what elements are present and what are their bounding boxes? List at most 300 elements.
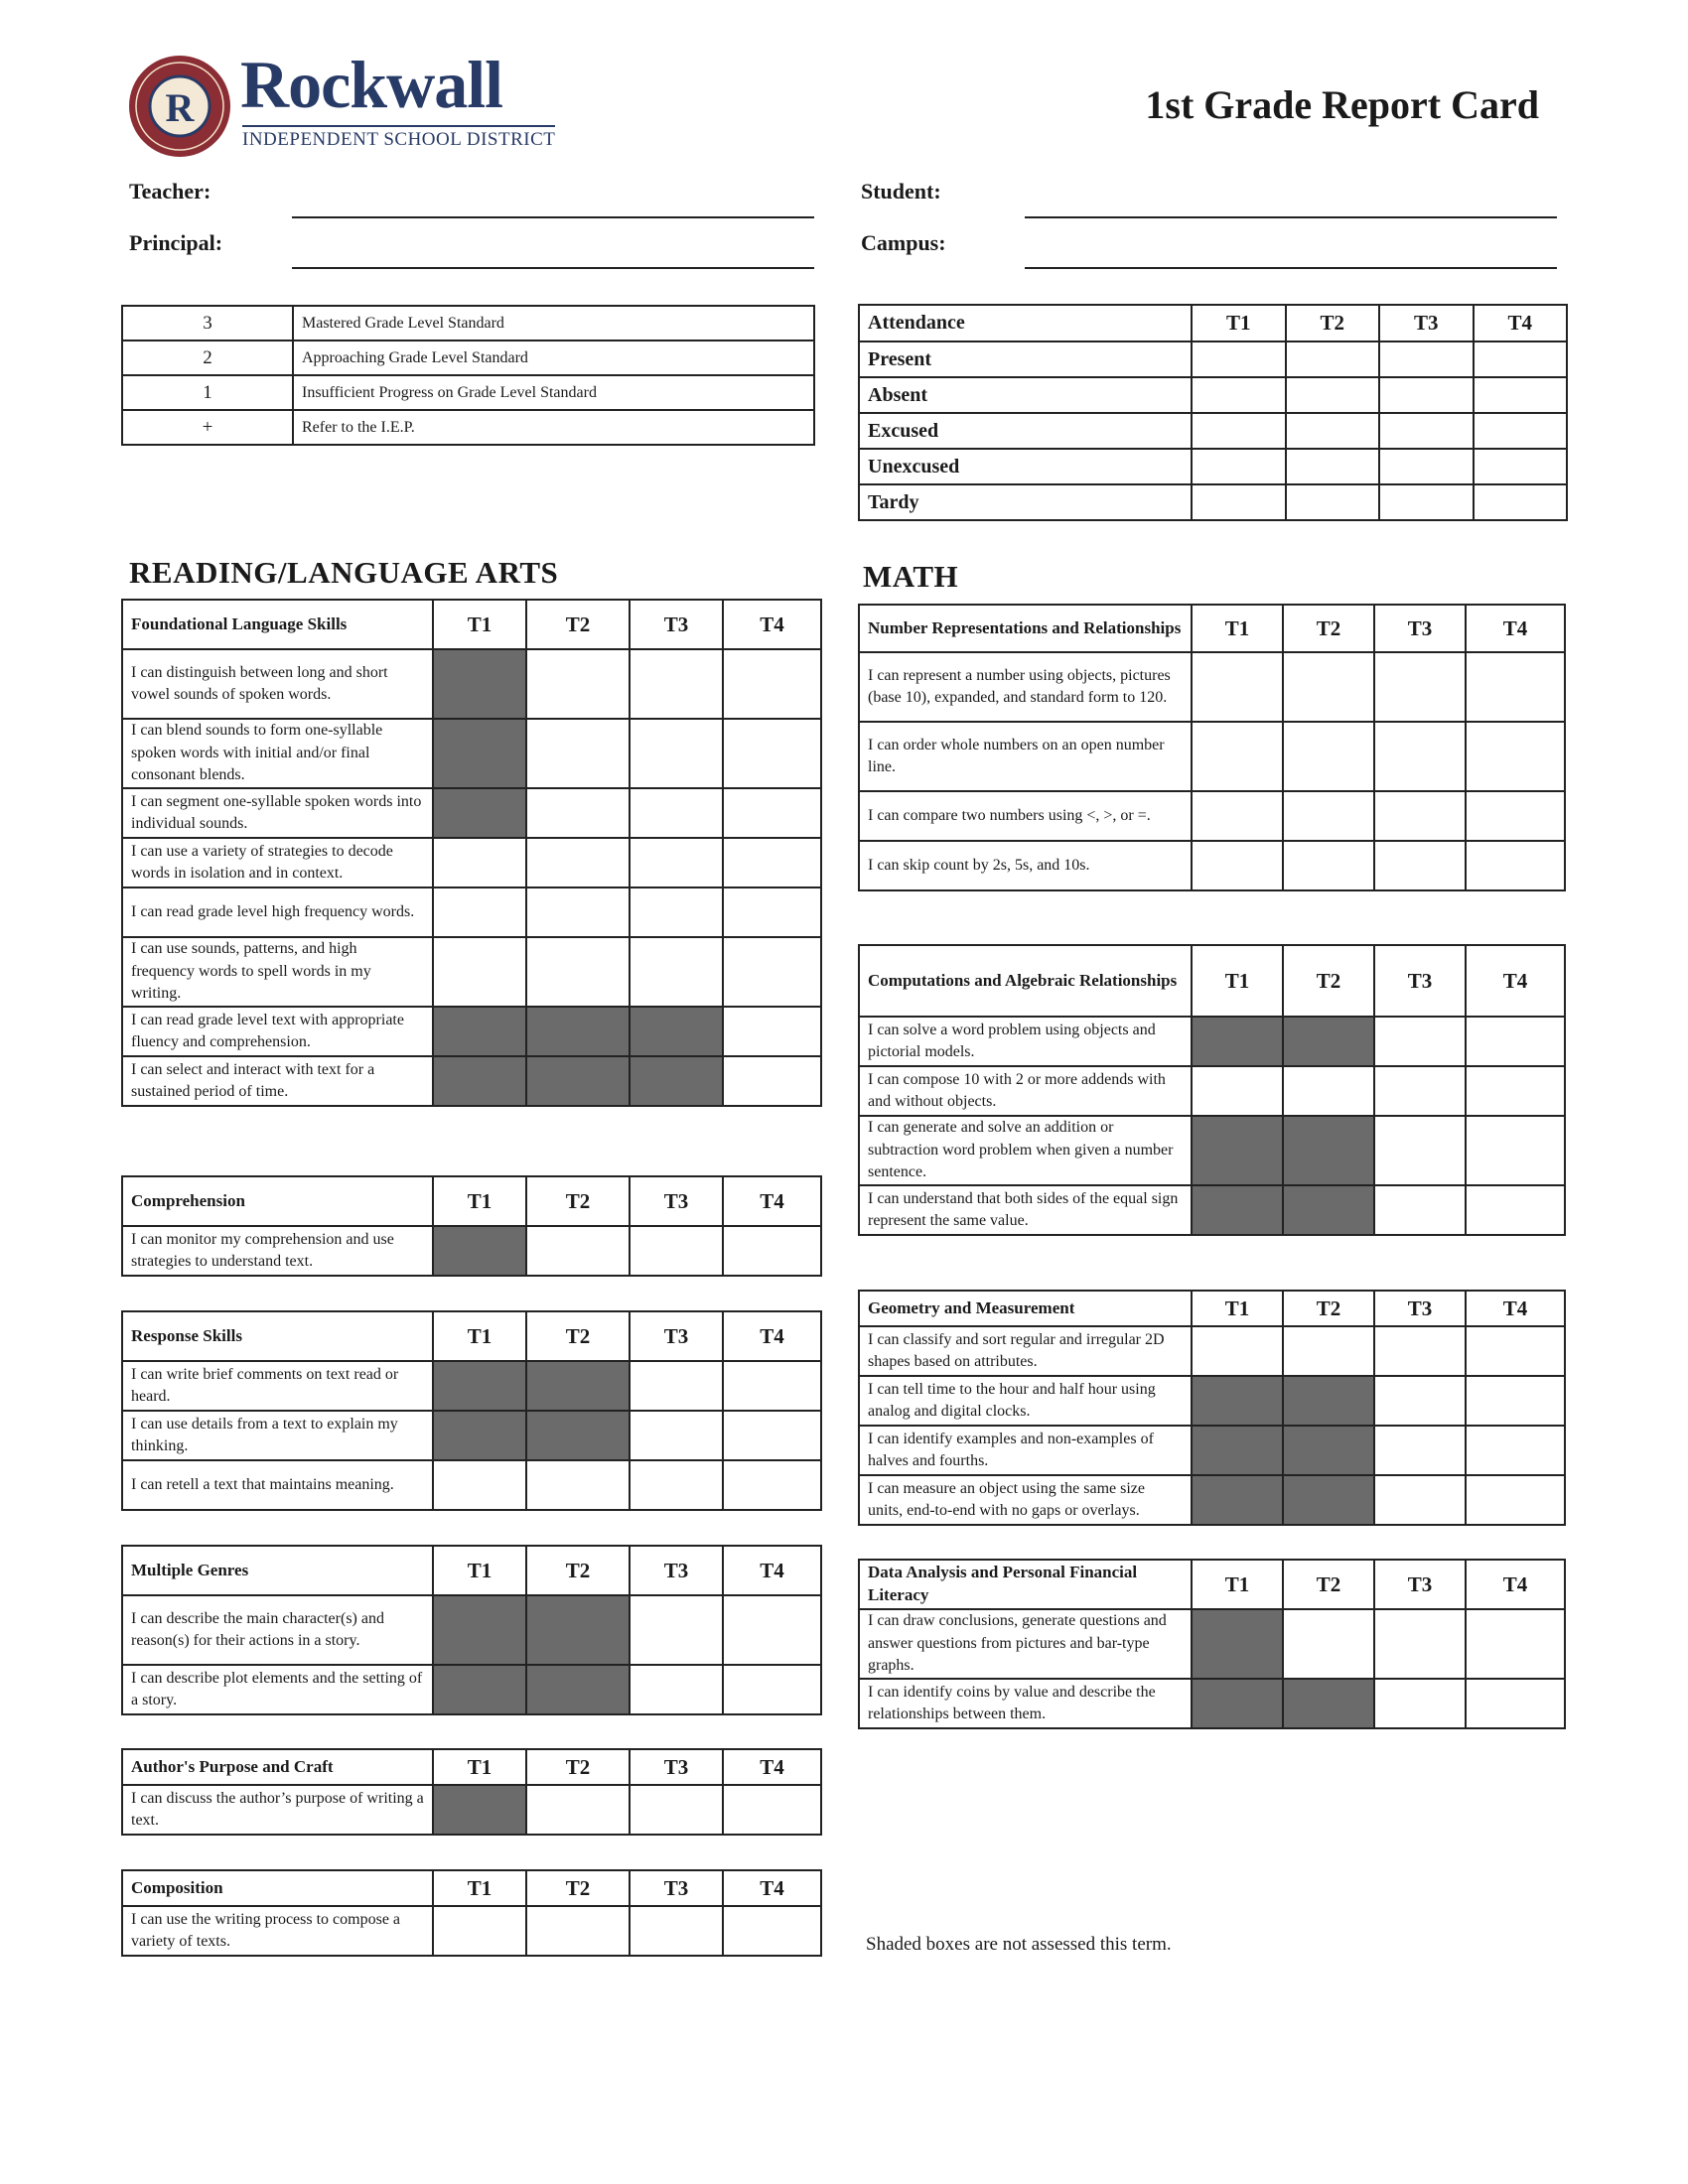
shaded-cell-t1 [433, 1785, 526, 1835]
term-header-t1: T1 [1192, 1291, 1283, 1326]
grade-cell-t2[interactable] [526, 1460, 630, 1510]
term-header-t2: T2 [1283, 1560, 1374, 1609]
attendance-cell-t2[interactable] [1286, 377, 1380, 413]
grade-cell-t3[interactable] [1374, 1376, 1466, 1426]
shaded-cell-t2 [1283, 1426, 1374, 1475]
section-name: Author's Purpose and Craft [122, 1749, 433, 1785]
section-header-row [122, 1546, 821, 1595]
skill-description: I can use a variety of strategies to decode words in isolation and in context. [122, 838, 433, 887]
grade-cell-t4[interactable] [723, 937, 821, 1007]
term-header-t4: T4 [723, 600, 821, 649]
section-name: Composition [122, 1870, 433, 1906]
skill-description: I can segment one-syllable spoken words into individual sounds. [122, 788, 433, 838]
reading-title: READING/LANGUAGE ARTS [129, 555, 559, 590]
attendance-cell-t4[interactable] [1474, 449, 1568, 484]
skill-row [859, 1679, 1565, 1728]
grade-cell-t4[interactable] [1466, 1376, 1565, 1426]
grade-cell-t3[interactable] [1374, 1426, 1466, 1475]
skill-row [122, 1056, 821, 1106]
section-header-row [859, 1291, 1565, 1326]
multiple-genres-table [121, 1545, 822, 1715]
grade-cell-t4[interactable] [723, 1906, 821, 1956]
grade-cell-t4[interactable] [723, 788, 821, 838]
attendance-label: Excused [859, 413, 1192, 449]
grade-cell-t1[interactable] [433, 887, 526, 937]
grade-cell-t1[interactable] [1192, 722, 1283, 791]
grade-cell-t3[interactable] [630, 649, 723, 719]
shaded-cell-t1 [1192, 1475, 1283, 1525]
attendance-row-excused [859, 413, 1567, 449]
campus-line[interactable] [1025, 267, 1557, 269]
grade-cell-t4[interactable] [1466, 722, 1565, 791]
grade-cell-t3[interactable] [1374, 1116, 1466, 1185]
shaded-cell-t1 [433, 1411, 526, 1460]
shaded-cell-t1 [1192, 1185, 1283, 1235]
grade-cell-t1[interactable] [1192, 841, 1283, 890]
grade-cell-t4[interactable] [723, 838, 821, 887]
grade-cell-t4[interactable] [1466, 1066, 1565, 1116]
grade-cell-t3[interactable] [1374, 1609, 1466, 1679]
scale-code: 2 [122, 341, 293, 375]
attendance-label: Tardy [859, 484, 1192, 520]
term-header-t1: T1 [433, 1870, 526, 1906]
scale-code: 3 [122, 306, 293, 341]
attendance-cell-t3[interactable] [1379, 413, 1474, 449]
grade-cell-t1[interactable] [1192, 1326, 1283, 1376]
grade-cell-t2[interactable] [1283, 841, 1374, 890]
skill-description: I can use sounds, patterns, and high frequency words to spell words in my writing. [122, 937, 433, 1007]
grade-cell-t3[interactable] [630, 1665, 723, 1714]
grade-cell-t4[interactable] [723, 649, 821, 719]
skill-row [122, 1411, 821, 1460]
term-header-t3: T3 [1379, 305, 1474, 341]
district-name: Rockwall [240, 47, 502, 122]
shaded-cell-t1 [433, 1007, 526, 1056]
term-header-t2: T2 [1283, 1291, 1374, 1326]
skill-row [122, 1226, 821, 1276]
attendance-cell-t4[interactable] [1474, 377, 1568, 413]
grade-cell-t4[interactable] [1466, 1475, 1565, 1525]
attendance-cell-t3[interactable] [1379, 484, 1474, 520]
skill-row [122, 1361, 821, 1411]
grade-cell-t4[interactable] [723, 1595, 821, 1665]
skill-row [859, 1376, 1565, 1426]
skill-row [859, 1326, 1565, 1376]
attendance-cell-t2[interactable] [1286, 341, 1380, 377]
term-header-t1: T1 [1192, 305, 1286, 341]
grade-cell-t2[interactable] [1283, 652, 1374, 722]
term-header-t2: T2 [1286, 305, 1380, 341]
grade-cell-t4[interactable] [723, 719, 821, 788]
skill-description: I can read grade level high frequency words. [122, 887, 433, 937]
skill-description: I can use details from a text to explain my thinking. [122, 1411, 433, 1460]
math-title: MATH [863, 559, 959, 594]
term-header-t3: T3 [630, 1749, 723, 1785]
grade-cell-t1[interactable] [433, 838, 526, 887]
section-header-row [859, 605, 1565, 652]
skill-description: I can read grade level text with appropriate fluency and comprehension. [122, 1007, 433, 1056]
teacher-label: Teacher: [129, 179, 211, 204]
grade-cell-t3[interactable] [1374, 1017, 1466, 1066]
attendance-cell-t1[interactable] [1192, 341, 1286, 377]
grade-cell-t1[interactable] [433, 937, 526, 1007]
attendance-cell-t2[interactable] [1286, 413, 1380, 449]
term-header-t1: T1 [433, 1176, 526, 1226]
grade-cell-t2[interactable] [1283, 722, 1374, 791]
grade-cell-t4[interactable] [723, 1785, 821, 1835]
grade-cell-t3[interactable] [1374, 841, 1466, 890]
term-header-t3: T3 [630, 1311, 723, 1361]
skill-row [122, 719, 821, 788]
grade-cell-t4[interactable] [1466, 1185, 1565, 1235]
grade-cell-t3[interactable] [1374, 722, 1466, 791]
attendance-cell-t2[interactable] [1286, 449, 1380, 484]
shaded-cell-t1 [433, 1665, 526, 1714]
shaded-cell-t1 [1192, 1609, 1283, 1679]
grade-cell-t3[interactable] [630, 937, 723, 1007]
grade-cell-t2[interactable] [1283, 1609, 1374, 1679]
scale-row [122, 341, 814, 375]
shaded-cell-t1 [1192, 1376, 1283, 1426]
scale-description: Refer to the I.E.P. [293, 410, 814, 445]
composition-table [121, 1869, 822, 1957]
grade-cell-t3[interactable] [630, 719, 723, 788]
student-line[interactable] [1025, 216, 1557, 218]
grade-cell-t3[interactable] [630, 1411, 723, 1460]
skill-row [122, 1665, 821, 1714]
skill-description: I can select and interact with text for a sustained period of time. [122, 1056, 433, 1106]
skill-description: I can blend sounds to form one-syllable spoken words with initial and/or final consonant blends. [122, 719, 433, 788]
district-subtitle: INDEPENDENT SCHOOL DISTRICT [242, 125, 555, 151]
section-name: Multiple Genres [122, 1546, 433, 1595]
grade-cell-t2[interactable] [1283, 791, 1374, 841]
grade-cell-t4[interactable] [1466, 1679, 1565, 1728]
data-analysis-and-personal-financial-literacy-table [858, 1559, 1566, 1729]
scale-description: Insufficient Progress on Grade Level Standard [293, 375, 814, 410]
section-header-row [859, 945, 1565, 1017]
term-header-t4: T4 [1466, 1291, 1565, 1326]
term-header-t1: T1 [1192, 1560, 1283, 1609]
skill-description: I can classify and sort regular and irregular 2D shapes based on attributes. [859, 1326, 1192, 1376]
comprehension-table [121, 1175, 822, 1277]
grade-cell-t3[interactable] [1374, 1475, 1466, 1525]
grade-cell-t4[interactable] [723, 1056, 821, 1106]
skill-row [122, 1460, 821, 1510]
attendance-header-row [859, 305, 1567, 341]
skill-description: I can describe the main character(s) and reason(s) for their actions in a story. [122, 1595, 433, 1665]
grade-cell-t4[interactable] [723, 1361, 821, 1411]
term-header-t1: T1 [1192, 945, 1283, 1017]
skill-description: I can solve a word problem using objects and pictorial models. [859, 1017, 1192, 1066]
term-header-t3: T3 [1374, 945, 1466, 1017]
attendance-label: Unexcused [859, 449, 1192, 484]
skill-description: I can retell a text that maintains meaning. [122, 1460, 433, 1510]
grade-cell-t2[interactable] [526, 1785, 630, 1835]
grade-cell-t1[interactable] [1192, 652, 1283, 722]
skill-description: I can describe plot elements and the setting of a story. [122, 1665, 433, 1714]
grading-scale-table [121, 305, 815, 446]
skill-row [122, 1007, 821, 1056]
grade-cell-t2[interactable] [526, 887, 630, 937]
section-name: Foundational Language Skills [122, 600, 433, 649]
section-header-row [122, 1749, 821, 1785]
attendance-cell-t2[interactable] [1286, 484, 1380, 520]
grade-cell-t3[interactable] [630, 838, 723, 887]
term-header-t4: T4 [1474, 305, 1568, 341]
grade-cell-t3[interactable] [1374, 791, 1466, 841]
section-header-row [859, 1560, 1565, 1609]
grade-cell-t4[interactable] [723, 1226, 821, 1276]
shaded-cell-t2 [1283, 1679, 1374, 1728]
attendance-cell-t3[interactable] [1379, 377, 1474, 413]
attendance-cell-t4[interactable] [1474, 484, 1568, 520]
grade-cell-t3[interactable] [630, 1460, 723, 1510]
term-header-t4: T4 [1466, 945, 1565, 1017]
skill-description: I can generate and solve an addition or subtraction word problem when given a number sentence. [859, 1116, 1192, 1185]
skill-description: I can draw conclusions, generate questions and answer questions from pictures and bar-type graphs. [859, 1609, 1192, 1679]
section-header-row [122, 1870, 821, 1906]
shaded-cell-t1 [433, 1056, 526, 1106]
shaded-cell-t2 [526, 1665, 630, 1714]
attendance-cell-t4[interactable] [1474, 341, 1568, 377]
grade-cell-t3[interactable] [630, 1785, 723, 1835]
scale-row [122, 375, 814, 410]
response-skills-table [121, 1310, 822, 1511]
term-header-t3: T3 [1374, 605, 1466, 652]
section-name: Geometry and Measurement [859, 1291, 1192, 1326]
svg-text:R: R [165, 85, 195, 130]
grade-cell-t3[interactable] [1374, 1185, 1466, 1235]
skill-row [859, 1475, 1565, 1525]
term-header-t2: T2 [526, 1870, 630, 1906]
attendance-row-present [859, 341, 1567, 377]
term-header-t4: T4 [723, 1176, 821, 1226]
skill-row [859, 841, 1565, 890]
shaded-cell-t1 [1192, 1017, 1283, 1066]
term-header-t2: T2 [1283, 605, 1374, 652]
scale-row [122, 306, 814, 341]
skill-row [122, 1595, 821, 1665]
skill-description: I can measure an object using the same size units, end-to-end with no gaps or overlays. [859, 1475, 1192, 1525]
shaded-cell-t3 [630, 1056, 723, 1106]
skill-description: I can identify coins by value and describe the relationships between them. [859, 1679, 1192, 1728]
grade-cell-t4[interactable] [723, 1411, 821, 1460]
term-header-t2: T2 [526, 600, 630, 649]
skill-row [859, 722, 1565, 791]
grade-cell-t1[interactable] [1192, 791, 1283, 841]
grade-cell-t3[interactable] [630, 1361, 723, 1411]
grade-cell-t4[interactable] [1466, 1426, 1565, 1475]
term-header-t3: T3 [630, 1546, 723, 1595]
attendance-cell-t3[interactable] [1379, 449, 1474, 484]
section-header-row [122, 600, 821, 649]
section-name: Data Analysis and Personal Financial Literacy [859, 1560, 1192, 1609]
term-header-t2: T2 [526, 1176, 630, 1226]
attendance-row-tardy [859, 484, 1567, 520]
skill-description: I can skip count by 2s, 5s, and 10s. [859, 841, 1192, 890]
shaded-cell-t1 [433, 1595, 526, 1665]
attendance-title: Attendance [859, 305, 1192, 341]
term-header-t4: T4 [723, 1546, 821, 1595]
grade-cell-t4[interactable] [1466, 841, 1565, 890]
skill-row [122, 1785, 821, 1835]
attendance-cell-t1[interactable] [1192, 484, 1286, 520]
shaded-cell-t2 [526, 1056, 630, 1106]
grade-cell-t1[interactable] [433, 1906, 526, 1956]
district-seal-icon [127, 54, 232, 159]
shaded-cell-t2 [1283, 1475, 1374, 1525]
shaded-note: Shaded boxes are not assessed this term. [866, 1934, 1172, 1955]
section-name: Response Skills [122, 1311, 433, 1361]
number-representations-and-relationships-table [858, 604, 1566, 891]
attendance-row-unexcused [859, 449, 1567, 484]
shaded-cell-t1 [433, 1361, 526, 1411]
shaded-cell-t3 [630, 1007, 723, 1056]
grade-cell-t3[interactable] [1374, 652, 1466, 722]
grade-cell-t3[interactable] [1374, 1679, 1466, 1728]
shaded-cell-t1 [433, 649, 526, 719]
skill-row [122, 937, 821, 1007]
skill-description: I can write brief comments on text read or heard. [122, 1361, 433, 1411]
report-title: 1st Grade Report Card [1145, 82, 1539, 127]
shaded-cell-t2 [526, 1007, 630, 1056]
attendance-label: Present [859, 341, 1192, 377]
skill-description: I can order whole numbers on an open number line. [859, 722, 1192, 791]
grade-cell-t3[interactable] [630, 788, 723, 838]
term-header-t3: T3 [630, 1870, 723, 1906]
scale-row [122, 410, 814, 445]
term-header-t2: T2 [526, 1311, 630, 1361]
attendance-cell-t1[interactable] [1192, 449, 1286, 484]
shaded-cell-t2 [526, 1361, 630, 1411]
section-name: Computations and Algebraic Relationships [859, 945, 1192, 1017]
skill-row [122, 887, 821, 937]
principal-line[interactable] [292, 267, 814, 269]
grade-cell-t4[interactable] [1466, 1017, 1565, 1066]
term-header-t1: T1 [433, 1749, 526, 1785]
grade-cell-t1[interactable] [433, 1460, 526, 1510]
term-header-t1: T1 [433, 1546, 526, 1595]
skill-row [859, 1066, 1565, 1116]
term-header-t4: T4 [723, 1870, 821, 1906]
grade-cell-t4[interactable] [1466, 1116, 1565, 1185]
section-header-row [122, 1311, 821, 1361]
term-header-t4: T4 [723, 1749, 821, 1785]
attendance-label: Absent [859, 377, 1192, 413]
section-name: Number Representations and Relationships [859, 605, 1192, 652]
skill-row [122, 649, 821, 719]
skill-description: I can compose 10 with 2 or more addends with and without objects. [859, 1066, 1192, 1116]
skill-description: I can use the writing process to compose a variety of texts. [122, 1906, 433, 1956]
skill-row [859, 652, 1565, 722]
grade-cell-t2[interactable] [1283, 1066, 1374, 1116]
district-logo [127, 47, 556, 163]
shaded-cell-t1 [433, 1226, 526, 1276]
shaded-cell-t2 [1283, 1017, 1374, 1066]
grade-cell-t2[interactable] [526, 1226, 630, 1276]
grade-cell-t4[interactable] [723, 1665, 821, 1714]
attendance-cell-t4[interactable] [1474, 413, 1568, 449]
geometry-and-measurement-table [858, 1290, 1566, 1526]
grade-cell-t4[interactable] [723, 887, 821, 937]
skill-row [859, 791, 1565, 841]
grade-cell-t2[interactable] [526, 649, 630, 719]
term-header-t1: T1 [1192, 605, 1283, 652]
shaded-cell-t2 [526, 1411, 630, 1460]
attendance-table [858, 304, 1568, 521]
skill-row [122, 1906, 821, 1956]
grade-cell-t1[interactable] [1192, 1066, 1283, 1116]
skill-row [859, 1116, 1565, 1185]
term-header-t4: T4 [1466, 605, 1565, 652]
campus-label: Campus: [861, 230, 946, 255]
skill-description: I can tell time to the hour and half hour using analog and digital clocks. [859, 1376, 1192, 1426]
skill-row [859, 1426, 1565, 1475]
term-header-t2: T2 [526, 1749, 630, 1785]
grade-cell-t3[interactable] [630, 1906, 723, 1956]
term-header-t1: T1 [433, 600, 526, 649]
attendance-cell-t3[interactable] [1379, 341, 1474, 377]
grade-cell-t4[interactable] [1466, 791, 1565, 841]
grade-cell-t3[interactable] [630, 1595, 723, 1665]
skill-row [859, 1609, 1565, 1679]
term-header-t4: T4 [723, 1311, 821, 1361]
skill-row [122, 838, 821, 887]
principal-label: Principal: [129, 230, 223, 255]
grade-cell-t3[interactable] [630, 1226, 723, 1276]
term-header-t1: T1 [433, 1311, 526, 1361]
foundational-language-skills-table [121, 599, 822, 1107]
term-header-t2: T2 [526, 1546, 630, 1595]
section-header-row [122, 1176, 821, 1226]
term-header-t3: T3 [630, 600, 723, 649]
author-s-purpose-and-craft-table [121, 1748, 822, 1836]
computations-and-algebraic-relationships-table [858, 944, 1566, 1236]
grade-cell-t2[interactable] [526, 719, 630, 788]
grade-cell-t2[interactable] [526, 937, 630, 1007]
grade-cell-t4[interactable] [1466, 1609, 1565, 1679]
shaded-cell-t2 [526, 1595, 630, 1665]
shaded-cell-t1 [433, 719, 526, 788]
skill-description: I can represent a number using objects, pictures (base 10), expanded, and standard form to 120. [859, 652, 1192, 722]
term-header-t3: T3 [1374, 1291, 1466, 1326]
grade-cell-t2[interactable] [526, 838, 630, 887]
grade-cell-t3[interactable] [1374, 1066, 1466, 1116]
grade-cell-t4[interactable] [723, 1460, 821, 1510]
grade-cell-t4[interactable] [1466, 652, 1565, 722]
scale-description: Mastered Grade Level Standard [293, 306, 814, 341]
grade-cell-t3[interactable] [630, 887, 723, 937]
grade-cell-t4[interactable] [1466, 1326, 1565, 1376]
term-header-t3: T3 [630, 1176, 723, 1226]
skill-description: I can discuss the author’s purpose of writing a text. [122, 1785, 433, 1835]
grade-cell-t2[interactable] [1283, 1326, 1374, 1376]
skill-row [859, 1017, 1565, 1066]
grade-cell-t2[interactable] [526, 1906, 630, 1956]
attendance-cell-t1[interactable] [1192, 377, 1286, 413]
grade-cell-t3[interactable] [1374, 1326, 1466, 1376]
grade-cell-t4[interactable] [723, 1007, 821, 1056]
attendance-cell-t1[interactable] [1192, 413, 1286, 449]
student-label: Student: [861, 179, 941, 204]
section-name: Comprehension [122, 1176, 433, 1226]
shaded-cell-t1 [1192, 1116, 1283, 1185]
skill-description: I can understand that both sides of the equal sign represent the same value. [859, 1185, 1192, 1235]
teacher-line[interactable] [292, 216, 814, 218]
skill-description: I can monitor my comprehension and use strategies to understand text. [122, 1226, 433, 1276]
grade-cell-t2[interactable] [526, 788, 630, 838]
shaded-cell-t2 [1283, 1185, 1374, 1235]
